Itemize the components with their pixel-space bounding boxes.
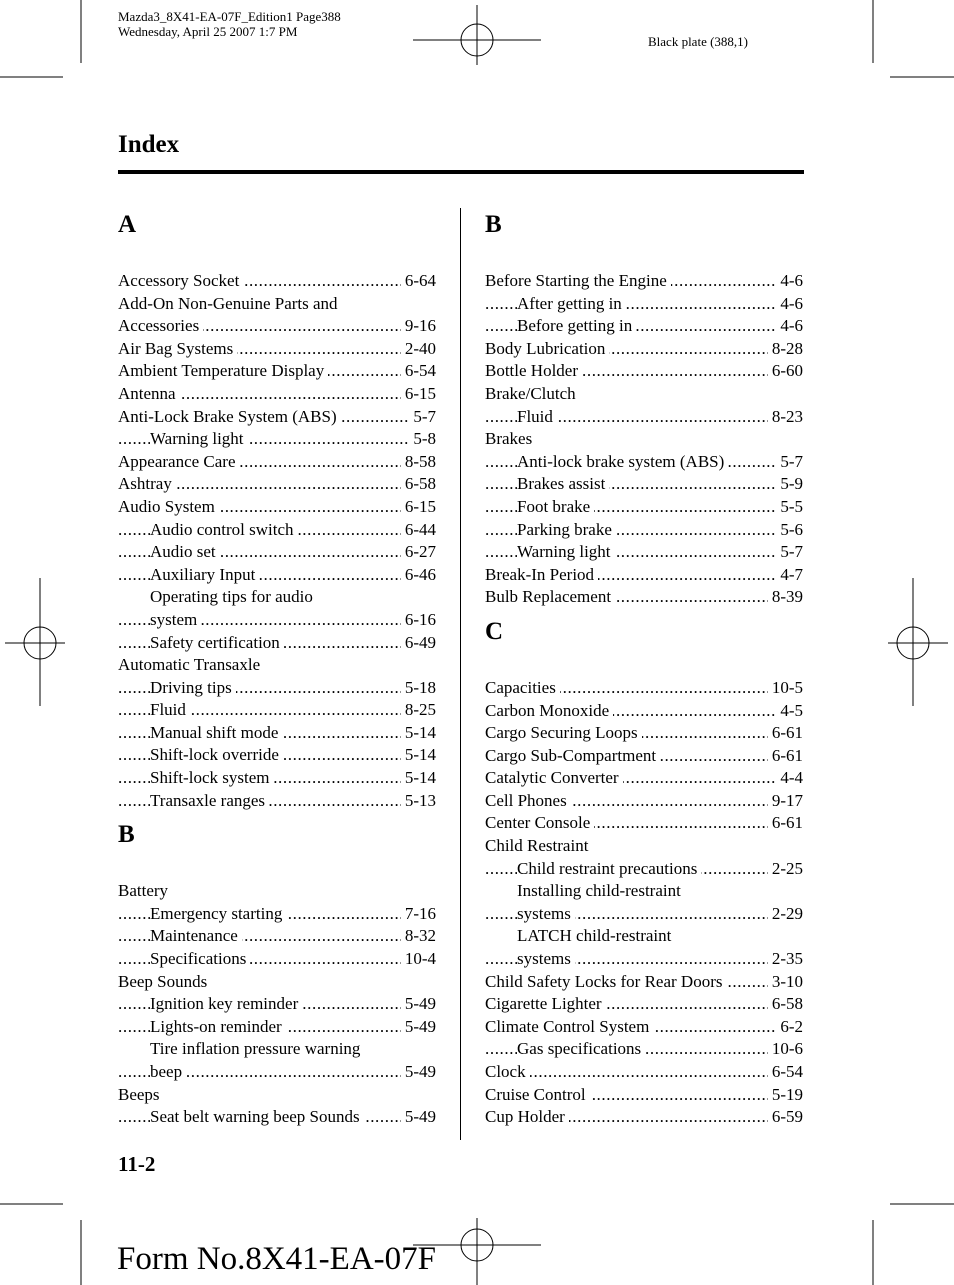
index-entry — [118, 654, 436, 677]
index-entry — [118, 1061, 436, 1084]
index-entry — [118, 722, 436, 745]
index-entry — [118, 451, 436, 474]
index-entry-term: Warning light — [150, 429, 248, 448]
index-entry — [485, 1061, 803, 1084]
index-entry — [118, 1016, 436, 1039]
index-entry-page: 5-18 — [401, 677, 436, 700]
index-entry-page: 6-46 — [401, 564, 436, 587]
index-entry — [485, 1016, 803, 1039]
file-info-line1: Mazda3_8X41-EA-07F_Edition1 Page388 — [118, 9, 341, 24]
index-entry-page: 6-58 — [768, 993, 803, 1016]
index-entry — [118, 496, 436, 519]
index-entry — [118, 338, 436, 361]
index-entry-page: 8-28 — [768, 338, 803, 361]
index-entry-term: Parking brake — [517, 520, 616, 539]
index-entry-term: Cigarette Lighter — [485, 994, 606, 1013]
index-entry — [118, 383, 436, 406]
index-entry-term: Anti-lock brake system (ABS) — [517, 452, 728, 471]
section-letter: B — [118, 821, 135, 849]
index-entry-page: 6-15 — [401, 383, 436, 406]
index-entry — [118, 293, 436, 316]
index-entry — [118, 993, 436, 1016]
index-entry-term: Clock — [485, 1062, 530, 1081]
index-entry-term: Specifications — [150, 949, 250, 968]
index-entry-term: Appearance Care — [118, 452, 240, 471]
index-entry — [485, 315, 803, 338]
index-entry-term: Auxiliary Input — [150, 565, 259, 584]
index-entry-page: 5-9 — [776, 473, 803, 496]
index-entry — [485, 428, 803, 451]
index-entry — [118, 428, 436, 451]
index-entry-page: 5-49 — [401, 1016, 436, 1039]
index-entry-term: systems — [517, 949, 575, 968]
index-entry-page: 6-60 — [768, 360, 803, 383]
index-entry-page: 4-6 — [776, 315, 803, 338]
index-entry — [118, 473, 436, 496]
registration-mark-left — [5, 578, 65, 706]
index-entry-term: Ashtray — [118, 474, 176, 493]
index-entry-page: 5-49 — [401, 1106, 436, 1129]
index-entry-term: Brake/Clutch — [485, 384, 580, 403]
index-entry-term: Ignition key reminder — [150, 994, 302, 1013]
index-entry-page: 5-7 — [776, 541, 803, 564]
index-entry — [485, 1084, 803, 1107]
index-entry-term: Safety certification — [150, 633, 284, 652]
index-entry-term: Bottle Holder — [485, 361, 582, 380]
index-entry-page: 6-64 — [401, 270, 436, 293]
index-entry — [485, 496, 803, 519]
index-entry-term: Manual shift mode — [150, 723, 282, 742]
index-entry-page: 5-14 — [401, 767, 436, 790]
section-letter: A — [118, 211, 137, 238]
index-entry — [485, 473, 803, 496]
index-entry-page: 6-27 — [401, 541, 436, 564]
index-entry-page: 2-29 — [768, 903, 803, 926]
index-entry-page: 2-25 — [768, 858, 803, 881]
index-entry-term: Bulb Replacement — [485, 587, 615, 606]
index-entry-term: Before Starting the Engine — [485, 271, 671, 290]
page-number: 11-2 — [118, 1152, 156, 1176]
index-entry — [485, 993, 803, 1016]
index-entry-term: Driving tips — [150, 678, 236, 697]
page-title: Index — [118, 131, 180, 158]
index-entry-term: Tire inflation pressure warning — [150, 1039, 364, 1058]
index-entry-term: Warning light — [517, 542, 615, 561]
index-entry-term: Add-On Non-Genuine Parts and — [118, 294, 342, 313]
index-entry — [485, 564, 803, 587]
index-entry-term: Shift-lock override — [150, 745, 283, 764]
index-entry — [118, 360, 436, 383]
index-entry-page: 5-49 — [401, 993, 436, 1016]
index-entry — [118, 948, 436, 971]
index-entry-page: 4-5 — [776, 700, 803, 723]
index-entry-page: 6-44 — [401, 519, 436, 542]
index-entry-page: 6-58 — [401, 473, 436, 496]
index-entry — [485, 451, 803, 474]
index-entry — [485, 767, 803, 790]
index-entry — [485, 858, 803, 881]
index-entry-term: Center Console — [485, 813, 594, 832]
index-entry-term: Beep Sounds — [118, 972, 211, 991]
index-entry — [485, 586, 803, 609]
index-entry-term: Antenna — [118, 384, 180, 403]
index-entry — [118, 519, 436, 542]
index-entry — [118, 699, 436, 722]
index-entry — [485, 541, 803, 564]
index-entry — [485, 383, 803, 406]
index-entry — [118, 315, 436, 338]
index-entry — [485, 519, 803, 542]
index-entry-term: Air Bag Systems — [118, 339, 237, 358]
index-entry-page: 4-4 — [776, 767, 803, 790]
index-entry-page: 6-59 — [768, 1106, 803, 1129]
index-entry-term: Brakes — [485, 429, 536, 448]
index-entry — [118, 677, 436, 700]
index-entry-page: 6-54 — [401, 360, 436, 383]
index-entry-term: Fluid — [150, 700, 190, 719]
index-entry-term: Maintenance — [150, 926, 242, 945]
form-number: Form No.8X41-EA-07F — [117, 1241, 436, 1277]
section-letter: C — [485, 617, 504, 645]
index-entry-page: 10-4 — [401, 948, 436, 971]
index-entry — [485, 812, 803, 835]
index-entry-term: Child Safety Locks for Rear Doors — [485, 972, 726, 991]
index-entry — [118, 1084, 436, 1107]
index-entry-term: Battery — [118, 881, 172, 900]
index-entry-term: Climate Control System — [485, 1017, 653, 1036]
index-entry-term: Audio set — [150, 542, 220, 561]
index-entry — [485, 880, 803, 903]
index-entry-page: 6-16 — [401, 609, 436, 632]
index-entry-term: Capacities — [485, 678, 560, 697]
index-entry-term: Foot brake — [517, 497, 594, 516]
index-entry-term: Cargo Securing Loops — [485, 723, 642, 742]
index-entry-term: After getting in — [517, 294, 626, 313]
index-entry-term: system — [150, 610, 201, 629]
index-entry — [118, 1038, 436, 1061]
index-entry-term: Body Lubrication — [485, 339, 609, 358]
index-entry-page: 5-49 — [401, 1061, 436, 1084]
index-entry-page: 5-7 — [776, 451, 803, 474]
index-entry-term: Carbon Monoxide — [485, 701, 613, 720]
title-rule — [118, 170, 804, 174]
index-entry-term: Gas specifications — [517, 1039, 645, 1058]
index-entry-term: Lights-on reminder — [150, 1017, 286, 1036]
index-column-right — [485, 210, 803, 1129]
index-entry-term: beep — [150, 1062, 186, 1081]
column-divider — [460, 208, 461, 1140]
index-entry — [485, 406, 803, 429]
index-entry — [118, 609, 436, 632]
index-entry — [118, 790, 436, 813]
index-entry — [118, 632, 436, 655]
index-entry — [485, 700, 803, 723]
index-entry-page: 5-7 — [409, 406, 436, 429]
index-entry-page: 6-61 — [768, 812, 803, 835]
index-entry-page: 8-58 — [401, 451, 436, 474]
index-entry — [118, 586, 436, 609]
index-entry-page: 10-6 — [768, 1038, 803, 1061]
index-entry-term: Accessories — [118, 316, 203, 335]
index-entry-page: 4-6 — [776, 293, 803, 316]
index-entry-term: Child Restraint — [485, 836, 592, 855]
index-entry-page: 9-17 — [768, 790, 803, 813]
index-entry-page: 5-13 — [401, 790, 436, 813]
index-entry-term: LATCH child-restraint — [517, 926, 675, 945]
index-entry-term: systems — [517, 904, 575, 923]
index-entry — [118, 744, 436, 767]
index-entry-term: Audio System — [118, 497, 219, 516]
index-entry — [118, 406, 436, 429]
index-entry — [485, 745, 803, 768]
index-entry — [485, 1106, 803, 1129]
index-entry-page: 4-7 — [776, 564, 803, 587]
index-entry-term: Cruise Control — [485, 1085, 590, 1104]
index-entry — [118, 270, 436, 293]
file-info — [118, 9, 341, 39]
index-entry-term: Automatic Transaxle — [118, 655, 264, 674]
index-entry — [118, 564, 436, 587]
index-entry — [485, 948, 803, 971]
registration-mark-right — [888, 578, 948, 706]
index-entry-term: Beeps — [118, 1085, 164, 1104]
index-entry — [485, 293, 803, 316]
index-entry-term: Cell Phones — [485, 791, 571, 810]
index-entry-page: 8-32 — [401, 925, 436, 948]
index-column-left — [118, 210, 436, 1129]
index-entry-page: 4-6 — [776, 270, 803, 293]
index-entry-term: Catalytic Converter — [485, 768, 623, 787]
index-entry — [118, 541, 436, 564]
index-entry-page: 5-19 — [768, 1084, 803, 1107]
index-entry-term: Accessory Socket — [118, 271, 243, 290]
index-entry-page: 6-15 — [401, 496, 436, 519]
index-entry-term: Emergency starting — [150, 904, 286, 923]
index-entry-term: Cup Holder — [485, 1107, 569, 1126]
index-entry-term: Fluid — [517, 407, 557, 426]
index-entry — [118, 767, 436, 790]
index-entry-page: 6-61 — [768, 722, 803, 745]
index-entry — [118, 925, 436, 948]
section-letter: B — [485, 211, 502, 238]
plate-label: Black plate (388,1) — [648, 34, 748, 49]
index-entry-page: 5-14 — [401, 722, 436, 745]
index-entry-term: Shift-lock system — [150, 768, 273, 787]
index-entry-page: 8-39 — [768, 586, 803, 609]
index-entry — [485, 835, 803, 858]
index-entry — [118, 971, 436, 994]
registration-mark-top — [413, 5, 541, 65]
index-entry-term: Transaxle ranges — [150, 791, 269, 810]
index-entry-term: Audio control switch — [150, 520, 298, 539]
index-entry-term: Ambient Temperature Display — [118, 361, 328, 380]
index-entry-page: 5-6 — [776, 519, 803, 542]
index-entry-page: 6-2 — [776, 1016, 803, 1039]
index-entry — [485, 270, 803, 293]
index-entry-term: Cargo Sub-Compartment — [485, 746, 660, 765]
index-entry-term: Before getting in — [517, 316, 636, 335]
index-entry-page: 2-35 — [768, 948, 803, 971]
index-entry — [485, 722, 803, 745]
index-entry-page: 8-25 — [401, 699, 436, 722]
index-entry-page: 6-61 — [768, 745, 803, 768]
index-entry — [485, 925, 803, 948]
index-entry-page: 7-16 — [401, 903, 436, 926]
index-entry-term: Operating tips for audio — [150, 587, 317, 606]
index-entry-page: 9-16 — [401, 315, 436, 338]
index-entry-term: Brakes assist — [517, 474, 609, 493]
index-entry — [118, 903, 436, 926]
index-entry-page: 2-40 — [401, 338, 436, 361]
index-entry-page: 3-10 — [768, 971, 803, 994]
index-entry-page: 6-49 — [401, 632, 436, 655]
index-entry — [118, 880, 436, 903]
index-entry — [485, 790, 803, 813]
index-entry — [485, 360, 803, 383]
file-info-line2: Wednesday, April 25 2007 1:7 PM — [118, 24, 298, 39]
index-entry-term: Break-In Period — [485, 565, 598, 584]
index-entry — [118, 1106, 436, 1129]
index-entry — [485, 677, 803, 700]
index-entry-term: Child restraint precautions — [517, 859, 701, 878]
index-entry-page: 5-5 — [776, 496, 803, 519]
index-entry-page: 8-23 — [768, 406, 803, 429]
index-entry-page: 10-5 — [768, 677, 803, 700]
index-entry — [485, 1038, 803, 1061]
index-entry — [485, 903, 803, 926]
index-entry-term: Anti-Lock Brake System (ABS) — [118, 407, 341, 426]
index-entry — [485, 971, 803, 994]
index-entry-page: 5-8 — [409, 428, 436, 451]
index-entry-term: Seat belt warning beep Sounds — [150, 1107, 364, 1126]
index-entry — [485, 338, 803, 361]
index-entry-page: 5-14 — [401, 744, 436, 767]
index-entry-page: 6-54 — [768, 1061, 803, 1084]
index-entry-term: Installing child-restraint — [517, 881, 685, 900]
